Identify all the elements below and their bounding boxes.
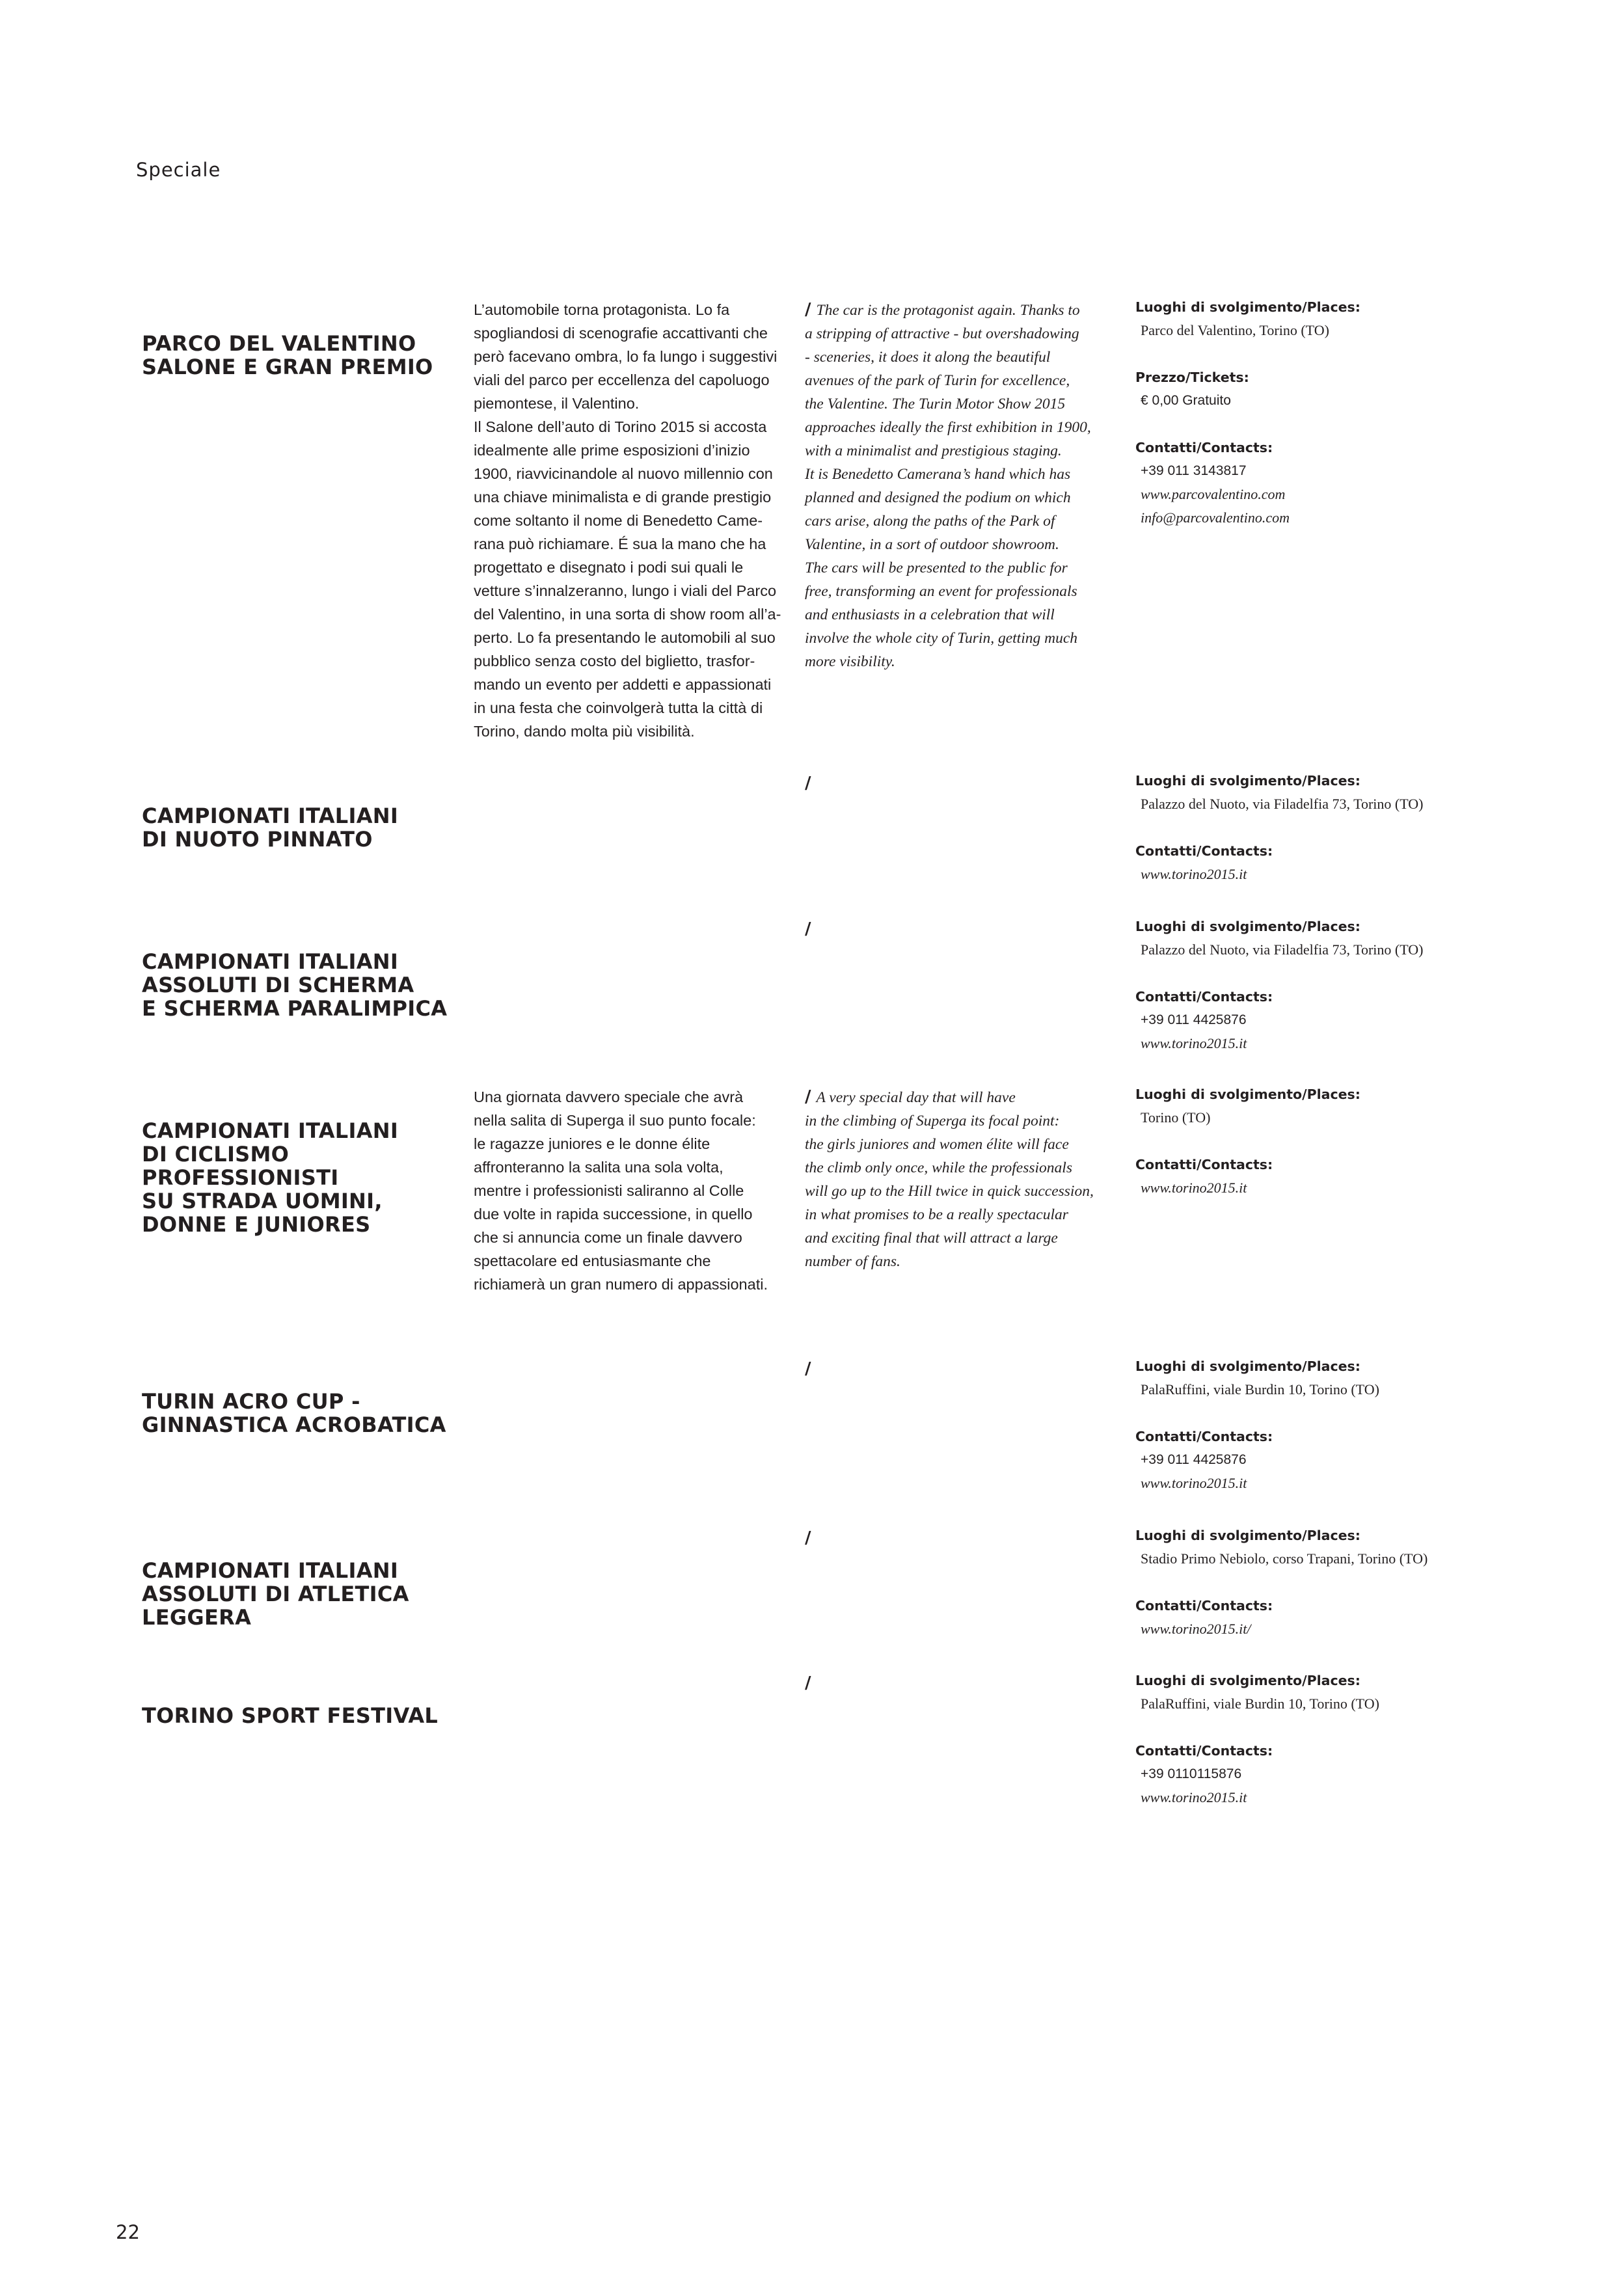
english-description	[805, 917, 1117, 941]
slash-marker: /	[805, 1359, 811, 1379]
english-text: The car is the protagonist again. Thanks to a stripping of attractive - but overshadowing - sceneries, it does it along the beautiful avenues of the park of Turin for excellence, the Valentine. The Turin Motor Show 2015 approaches ideally the first exhibition in 1900, with a minimalist and prestigious staging. It is Benedetto Camerana’s hand which has planned and designed the podium on which cars arise, along the paths of the Park of Valentine, in a sort of outdoor showroom. The cars will be presented to the public for free, transforming an event for professionals and enthusiasts in a celebration that will involve the whole city of Turin, getting much more visibility.	[805, 302, 1091, 670]
english-description	[805, 772, 1117, 796]
email-link[interactable]: info@parcovalentino.com	[1141, 509, 1290, 526]
website-link[interactable]: www.parcovalentino.com	[1141, 486, 1286, 502]
event-title: TURIN ACRO CUP - GINNASTICA ACROBATICA	[142, 1389, 446, 1437]
event-info	[1135, 295, 1500, 530]
italian-description: L’automobile torna protagonista. Lo fa spogliandosi di scenografie accattivanti che però facevano ombra, lo fa lungo i suggestivi viali del parco per eccellenza del capoluogo piemontese, il Valentino. Il Salone dell’auto di Torino 2015 si accosta idealmente alle prime esposizioni d’inizio 1900, riavvicinandole al nuovo millennio con una chiave minimalista e di grande prestigio come soltanto il nome di Benedetto Came- rana può richiamare. É sua la mano che ha progettato e disegnato i podi sui quali le vetture s’innalzeranno, lungo i viali del Parco del Valentino, in una sorta di show room all’a- perto. Lo fa presentando le automobili al suo pubblico senza costo del biglietto, trasfor- mando un evento per addetti e appassionati in una festa che coinvolgerà tutta la città di Torino, dando molta più visibilità.	[474, 301, 781, 740]
slash-marker: /	[805, 774, 811, 793]
english-description	[805, 1526, 1117, 1550]
place-value: Parco del Valentino, Torino (TO)	[1141, 322, 1329, 338]
contacts-label: Contatti/Contacts:	[1135, 1743, 1273, 1759]
event-info	[1135, 1355, 1500, 1495]
phone-value: +39 011 4425876	[1141, 1012, 1247, 1027]
website-link[interactable]: www.torino2015.it/	[1141, 1621, 1251, 1637]
slash-marker: /	[805, 300, 811, 319]
places-label: Luoghi di svolgimento/Places:	[1135, 1358, 1360, 1374]
places-label: Luoghi di svolgimento/Places:	[1135, 1673, 1360, 1688]
event-info	[1135, 1669, 1500, 1809]
english-description	[805, 1085, 1117, 1273]
website-link[interactable]: www.torino2015.it	[1141, 1035, 1247, 1051]
slash-marker: /	[805, 919, 811, 939]
places-label: Luoghi di svolgimento/Places:	[1135, 299, 1360, 315]
english-description	[805, 298, 1117, 673]
place-value: PalaRuffini, viale Burdin 10, Torino (TO)	[1141, 1695, 1379, 1712]
event-title: CAMPIONATI ITALIANI ASSOLUTI DI ATLETICA LEGGERA	[142, 1558, 409, 1630]
contacts-label: Contatti/Contacts:	[1135, 1598, 1273, 1614]
english-description	[805, 1357, 1117, 1381]
tickets-label: Prezzo/Tickets:	[1135, 370, 1249, 385]
event-title: PARCO DEL VALENTINO SALONE E GRAN PREMIO	[142, 331, 433, 379]
places-label: Luoghi di svolgimento/Places:	[1135, 1528, 1360, 1543]
page-number: 22	[116, 2221, 140, 2243]
slash-marker: /	[805, 1087, 811, 1107]
tickets-value: € 0,00 Gratuito	[1141, 393, 1231, 408]
place-value: Palazzo del Nuoto, via Filadelfia 73, Torino (TO)	[1141, 796, 1424, 812]
slash-marker: /	[805, 1673, 811, 1693]
website-link[interactable]: www.torino2015.it	[1141, 1180, 1247, 1196]
event-title: CAMPIONATI ITALIANI DI CICLISMO PROFESSIONISTI SU STRADA UOMINI, DONNE E JUNIORES	[142, 1118, 399, 1237]
place-value: PalaRuffini, viale Burdin 10, Torino (TO)	[1141, 1381, 1379, 1398]
contacts-label: Contatti/Contacts:	[1135, 1429, 1273, 1444]
event-title: CAMPIONATI ITALIANI DI NUOTO PINNATO	[142, 804, 399, 852]
contacts-label: Contatti/Contacts:	[1135, 440, 1273, 455]
website-link[interactable]: www.torino2015.it	[1141, 1789, 1247, 1805]
event-info	[1135, 1524, 1500, 1641]
phone-value: +39 011 4425876	[1141, 1452, 1247, 1467]
event-title: CAMPIONATI ITALIANI ASSOLUTI DI SCHERMA E SCHERMA PARALIMPICA	[142, 949, 448, 1021]
english-description	[805, 1671, 1117, 1695]
phone-value: +39 011 3143817	[1141, 463, 1247, 478]
event-title: TORINO SPORT FESTIVAL	[142, 1703, 439, 1728]
website-link[interactable]: www.torino2015.it	[1141, 866, 1247, 882]
event-info	[1135, 915, 1500, 1055]
contacts-label: Contatti/Contacts:	[1135, 843, 1273, 859]
places-label: Luoghi di svolgimento/Places:	[1135, 1087, 1360, 1102]
english-text: A very special day that will have in the climbing of Superga its focal point: the girls juniores and women élite will face the climb only once, while the professionals will go up to the Hill twice in quick succession, in what promises to be a really spectacular and exciting final that will attract a large number of fans.	[805, 1089, 1094, 1270]
place-value: Palazzo del Nuoto, via Filadelfia 73, Torino (TO)	[1141, 941, 1424, 958]
event-info	[1135, 1083, 1500, 1200]
places-label: Luoghi di svolgimento/Places:	[1135, 919, 1360, 934]
website-link[interactable]: www.torino2015.it	[1141, 1475, 1247, 1491]
contacts-label: Contatti/Contacts:	[1135, 1157, 1273, 1172]
place-value: Stadio Primo Nebiolo, corso Trapani, Torino (TO)	[1141, 1550, 1428, 1567]
section-label: Speciale	[136, 159, 221, 181]
slash-marker: /	[805, 1528, 811, 1548]
places-label: Luoghi di svolgimento/Places:	[1135, 773, 1360, 789]
contacts-label: Contatti/Contacts:	[1135, 989, 1273, 1005]
phone-value: +39 0110115876	[1141, 1766, 1242, 1781]
event-info	[1135, 769, 1500, 886]
place-value: Torino (TO)	[1141, 1109, 1211, 1126]
italian-description: Una giornata davvero speciale che avrà nella salita di Superga il suo punto focale: le ragazze juniores e le donne élite affronteranno la salita una sola volta, mentre i professionisti saliranno al Colle due volte in rapida successione, in quello che si annuncia come un finale davvero spettacolare ed entusiasmante che richiamerà un gran numero di appassionati.	[474, 1088, 768, 1293]
